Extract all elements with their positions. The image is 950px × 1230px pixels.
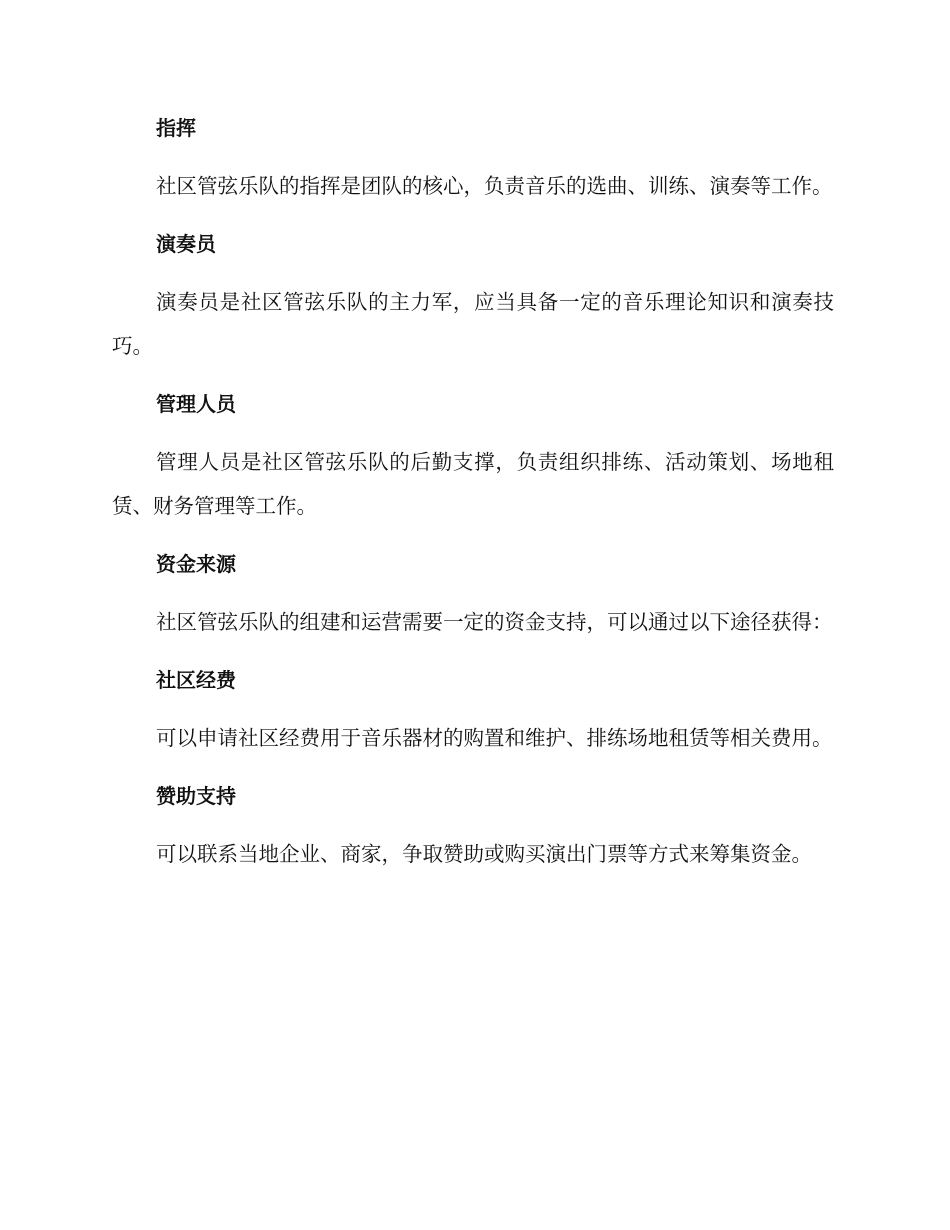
section-heading-management: 管理人员 xyxy=(156,392,236,416)
section-heading-performers: 演奏员 xyxy=(156,232,216,256)
section-body-performers: 演奏员是社区管弦乐队的主力军，应当具备一定的音乐理论知识和演奏技巧。 xyxy=(112,290,834,358)
section-body-management: 管理人员是社区管弦乐队的后勤支撑，负责组织排练、活动策划、场地租赁、财务管理等工作。 xyxy=(112,450,834,518)
section-heading-community-funds: 社区经费 xyxy=(156,668,236,692)
section-heading-sponsorship: 赞助支持 xyxy=(156,784,236,808)
section-heading-funding: 资金来源 xyxy=(156,552,236,576)
section-heading-conductor: 指挥 xyxy=(156,116,196,140)
section-body-sponsorship: 可以联系当地企业、商家，争取赞助或购买演出门票等方式来筹集资金。 xyxy=(156,842,812,866)
section-body-community-funds: 可以申请社区经费用于音乐器材的购置和维护、排练场地租赁等相关费用。 xyxy=(156,726,833,750)
document-body xyxy=(112,106,834,890)
section-body-funding: 社区管弦乐队的组建和运营需要一定的资金支持，可以通过以下途径获得： xyxy=(156,610,833,634)
section-body-conductor: 社区管弦乐队的指挥是团队的核心，负责音乐的选曲、训练、演奏等工作。 xyxy=(156,174,833,198)
